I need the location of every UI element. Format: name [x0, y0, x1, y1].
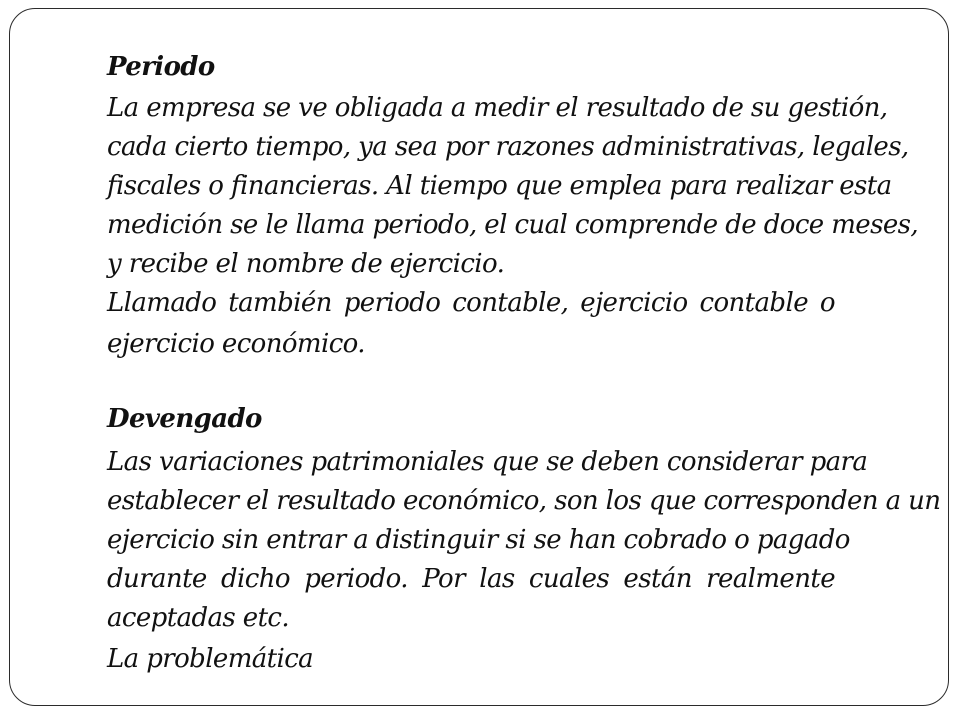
- devengado-line-6: La problemática: [107, 644, 314, 674]
- devengado-line-3: ejercicio sin entrar a distinguir si se han cobrado o pagado: [107, 525, 850, 555]
- periodo-line-7: ejercicio económico.: [107, 329, 365, 359]
- periodo-line-2: cada cierto tiempo, ya sea por razones administrativas, legales,: [107, 132, 909, 162]
- devengado-line-1: Las variaciones patrimoniales que se deben considerar para: [107, 447, 868, 477]
- periodo-line-3: fiscales o financieras. Al tiempo que emplea para realizar esta: [107, 171, 892, 201]
- periodo-line-6: Llamado también periodo contable, ejercicio contable o: [107, 288, 835, 318]
- devengado-heading: Devengado: [107, 404, 262, 434]
- periodo-line-5: y recibe el nombre de ejercicio.: [107, 249, 505, 279]
- periodo-line-4: medición se le llama periodo, el cual comprende de doce meses,: [107, 210, 919, 240]
- devengado-line-4: durante dicho periodo. Por las cuales están realmente: [107, 564, 835, 594]
- devengado-line-5: aceptadas etc.: [107, 603, 290, 633]
- periodo-line-1: La empresa se ve obligada a medir el resultado de su gestión,: [107, 93, 888, 123]
- devengado-line-2: establecer el resultado económico, son los que corresponden a un: [107, 486, 941, 516]
- periodo-heading: Periodo: [107, 52, 215, 82]
